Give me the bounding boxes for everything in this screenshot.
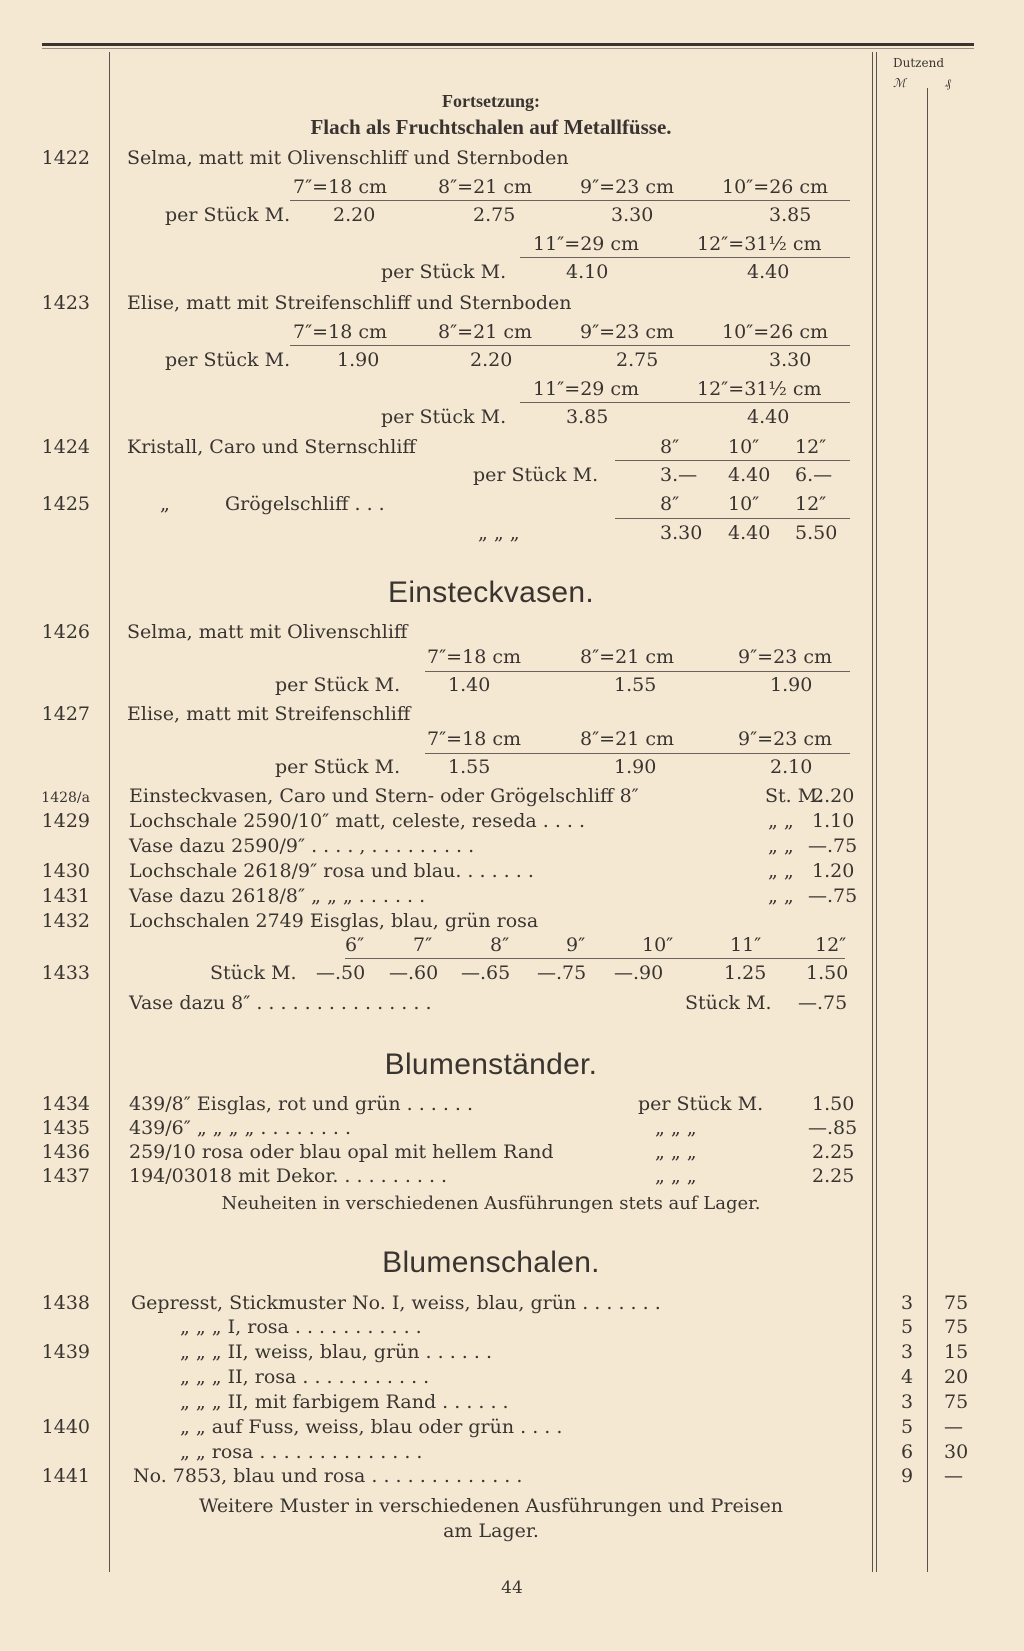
price: —.65	[461, 962, 511, 984]
continuation-title: Flach als Fruchtschalen auf Metallfüsse.	[310, 115, 672, 139]
size-label: 8″	[490, 934, 510, 956]
price: 2.20	[333, 204, 376, 226]
item-description: 194/03018 mit Dekor. . . . . . . . . .	[129, 1165, 448, 1187]
size-label: 8″=21 cm	[580, 728, 674, 750]
price: 1.20	[812, 860, 855, 882]
size-label: 6″	[345, 934, 365, 956]
item-description: Elise, matt mit Streifenschliff und Sternboden	[127, 292, 572, 314]
price-label: Stück M.	[685, 992, 772, 1014]
size-label: 9″=23 cm	[738, 728, 832, 750]
size-label: 8″=21 cm	[580, 646, 674, 668]
item-description: „ „ „ II, weiss, blau, grün . . . . . .	[180, 1341, 492, 1363]
item-description: Vase dazu 2590/9″ . . . . , . . . . . . . . .	[129, 835, 475, 857]
price-label: St. M.	[765, 785, 824, 807]
price-column-divider-left	[872, 52, 873, 1572]
size-rule	[615, 460, 850, 461]
price: 2.25	[812, 1141, 855, 1163]
price: 6.—	[795, 464, 833, 486]
size-label: 8″=21 cm	[438, 176, 532, 198]
size-label: 8″	[660, 436, 680, 458]
price-column-divider-left-2	[876, 52, 877, 1572]
item-number: 1430	[41, 860, 90, 882]
item-number: 1439	[41, 1341, 90, 1363]
price: 4.40	[728, 522, 771, 544]
item-number: 1425	[41, 493, 90, 515]
mark-symbol: ℳ	[893, 76, 906, 90]
item-number: 1435	[41, 1117, 90, 1139]
price: 2.75	[616, 349, 659, 371]
price-label: „ „	[768, 885, 794, 907]
size-label: 12″=31½ cm	[697, 233, 822, 255]
price-label: „ „	[768, 835, 794, 857]
price: 4.40	[747, 261, 790, 283]
size-label: 7″=18 cm	[293, 176, 387, 198]
section-heading-blumenstaender: Blumenständer.	[384, 1048, 598, 1081]
price: —.50	[316, 962, 366, 984]
item-number: 1434	[41, 1093, 90, 1115]
price-pfennig: —	[944, 1416, 963, 1438]
price: —.75	[798, 992, 848, 1014]
item-number: 1437	[41, 1165, 90, 1187]
item-number: 1438	[41, 1292, 90, 1314]
item-description: „ „ „ II, mit farbigem Rand . . . . . .	[180, 1391, 509, 1413]
price-label: „ „ „	[655, 1165, 697, 1187]
price: 2.20	[470, 349, 513, 371]
price: 1.55	[448, 756, 491, 778]
section-heading-blumenschalen: Blumenschalen.	[382, 1246, 600, 1279]
item-description: Selma, matt mit Olivenschliff und Sternboden	[127, 147, 569, 169]
price-mark: 6	[901, 1441, 914, 1463]
ditto-mark: „	[160, 493, 170, 515]
item-description: Elise, matt mit Streifenschliff	[127, 703, 411, 725]
price-label: per Stück M.	[275, 674, 401, 696]
price-label: „ „ „	[655, 1141, 697, 1163]
price: —.60	[389, 962, 439, 984]
item-description: Einsteckvasen, Caro und Stern- oder Grögelschliff 8″	[129, 785, 639, 807]
item-number: 1433	[41, 962, 90, 984]
number-column-divider	[109, 52, 110, 1572]
size-rule	[290, 200, 850, 201]
price-label: „ „	[768, 860, 794, 882]
price: 1.90	[614, 756, 657, 778]
page-number: 44	[501, 1578, 523, 1598]
item-number: 1441	[41, 1465, 90, 1487]
item-number: 1440	[41, 1416, 90, 1438]
price-label: „ „ „	[478, 522, 520, 544]
size-label: 7″	[413, 934, 433, 956]
note-blumenschalen-line2: am Lager.	[443, 1520, 539, 1542]
price: 3.—	[660, 464, 698, 486]
size-label: 10″	[728, 493, 760, 515]
item-description: Vase dazu 2618/8″ „ „ „ . . . . . .	[129, 885, 426, 907]
item-description: „ „ rosa . . . . . . . . . . . . . .	[180, 1441, 423, 1463]
item-number: 1426	[41, 621, 90, 643]
price: 2.20	[812, 785, 855, 807]
size-label: 12″	[795, 436, 827, 458]
item-description: Gepresst, Stickmuster No. I, weiss, blau, grün . . . . . . .	[131, 1292, 661, 1314]
size-label: 10″=26 cm	[722, 176, 829, 198]
size-rule	[425, 671, 850, 672]
price-mark: 4	[901, 1366, 914, 1388]
size-label: 12″=31½ cm	[697, 378, 822, 400]
size-label: 11″=29 cm	[533, 378, 640, 400]
item-description: 439/6″ „ „ „ „ . . . . . . . .	[129, 1117, 352, 1139]
dutzend-header: Dutzend	[893, 56, 945, 70]
price: 1.10	[812, 810, 855, 832]
price: 3.85	[566, 406, 609, 428]
price: —.85	[808, 1117, 858, 1139]
item-number: 1428/a	[41, 790, 90, 806]
price-pfennig: 15	[944, 1341, 969, 1363]
price: 1.40	[448, 674, 491, 696]
price-mark: 3	[901, 1391, 914, 1413]
price: 5.50	[795, 522, 838, 544]
price-mark: 3	[901, 1341, 914, 1363]
size-rule	[615, 518, 850, 519]
section-heading-einsteckvasen: Einsteckvasen.	[388, 576, 594, 609]
price: 2.75	[473, 204, 516, 226]
price-label: per Stück M.	[473, 464, 599, 486]
item-number: 1424	[41, 436, 90, 458]
size-rule	[520, 402, 850, 403]
price: —.75	[537, 962, 587, 984]
price-label: Stück M.	[210, 962, 297, 984]
item-description: Vase dazu 8″ . . . . . . . . . . . . . . .	[129, 992, 432, 1014]
price-mark: 5	[901, 1416, 914, 1438]
item-description: 439/8″ Eisglas, rot und grün . . . . . .	[129, 1093, 474, 1115]
price-mark: 5	[901, 1316, 914, 1338]
price: 3.30	[611, 204, 654, 226]
size-label: 9″	[566, 934, 586, 956]
price-pfennig: 75	[944, 1292, 969, 1314]
price: —.90	[614, 962, 664, 984]
item-number: 1427	[41, 703, 90, 725]
item-description: „ „ auf Fuss, weiss, blau oder grün . . . .	[180, 1416, 563, 1438]
price-pfennig: —	[944, 1465, 963, 1487]
price: 2.10	[770, 756, 813, 778]
price: 1.50	[812, 1093, 855, 1115]
price: 3.30	[660, 522, 703, 544]
price: 1.50	[806, 962, 849, 984]
price-label: per Stück M.	[165, 349, 291, 371]
price-label: „ „ „	[655, 1117, 697, 1139]
price-mark: 3	[901, 1292, 914, 1314]
price-label: „ „	[768, 810, 794, 832]
size-rule	[290, 345, 850, 346]
price: 3.30	[769, 349, 812, 371]
price: 1.90	[770, 674, 813, 696]
size-label: 10″=26 cm	[722, 321, 829, 343]
item-description: Lochschalen 2749 Eisglas, blau, grün rosa	[129, 910, 539, 932]
size-label: 12″	[815, 934, 847, 956]
price-label: per Stück M.	[638, 1093, 764, 1115]
item-description: Kristall, Caro und Sternschliff	[127, 436, 416, 458]
item-number: 1436	[41, 1141, 90, 1163]
size-label: 9″=23 cm	[580, 176, 674, 198]
top-rule	[42, 43, 974, 46]
price: —.75	[808, 835, 858, 857]
item-number: 1432	[41, 910, 90, 932]
item-number: 1429	[41, 810, 90, 832]
price-mark: 9	[901, 1465, 914, 1487]
price-label: per Stück M.	[381, 406, 507, 428]
top-rule-thin	[42, 48, 974, 49]
size-label: 9″=23 cm	[580, 321, 674, 343]
size-rule	[520, 257, 850, 258]
size-label: 11″	[730, 934, 762, 956]
price: 4.40	[747, 406, 790, 428]
item-description: Grögelschliff . . .	[225, 493, 385, 515]
item-description: Lochschale 2590/10″ matt, celeste, reseda . . . .	[129, 810, 586, 832]
item-number: 1431	[41, 885, 90, 907]
price: 3.85	[769, 204, 812, 226]
price-pfennig: 75	[944, 1391, 969, 1413]
size-rule	[425, 753, 850, 754]
item-description: No. 7853, blau und rosa . . . . . . . . . . . . .	[133, 1465, 523, 1487]
item-description: Selma, matt mit Olivenschliff	[127, 621, 408, 643]
item-number: 1423	[41, 292, 90, 314]
price-pfennig: 30	[944, 1441, 969, 1463]
price: 1.90	[337, 349, 380, 371]
size-label: 8″	[660, 493, 680, 515]
note-blumenstaender: Neuheiten in verschiedenen Ausführungen stets auf Lager.	[221, 1193, 761, 1214]
price-label: per Stück M.	[275, 756, 401, 778]
price: 2.25	[812, 1165, 855, 1187]
item-description: „ „ „ I, rosa . . . . . . . . . . .	[180, 1316, 422, 1338]
price: —.75	[808, 885, 858, 907]
price-pfennig: 75	[944, 1316, 969, 1338]
size-label: 7″=18 cm	[427, 646, 521, 668]
pfennig-symbol: ₰	[945, 76, 951, 90]
price: 1.25	[724, 962, 767, 984]
size-label: 10″	[642, 934, 674, 956]
size-label: 11″=29 cm	[533, 233, 640, 255]
item-number: 1422	[41, 147, 90, 169]
size-label: 10″	[728, 436, 760, 458]
size-label: 8″=21 cm	[438, 321, 532, 343]
size-label: 7″=18 cm	[293, 321, 387, 343]
price: 4.10	[566, 261, 609, 283]
price: 4.40	[728, 464, 771, 486]
item-description: 259/10 rosa oder blau opal mit hellem Rand	[129, 1141, 554, 1163]
item-description: Lochschale 2618/9″ rosa und blau. . . . . . .	[129, 860, 534, 882]
mark-pfennig-divider	[927, 88, 928, 1572]
price-label: per Stück M.	[381, 261, 507, 283]
size-label: 9″=23 cm	[738, 646, 832, 668]
continuation-label: Fortsetzung:	[442, 91, 540, 111]
note-blumenschalen-line1: Weitere Muster in verschiedenen Ausführungen und Preisen	[198, 1495, 784, 1517]
price-pfennig: 20	[944, 1366, 969, 1388]
price: 1.55	[614, 674, 657, 696]
size-rule	[345, 958, 845, 959]
price-label: per Stück M.	[165, 204, 291, 226]
item-description: „ „ „ II, rosa . . . . . . . . . . .	[180, 1366, 430, 1388]
size-label: 7″=18 cm	[427, 728, 521, 750]
size-label: 12″	[795, 493, 827, 515]
